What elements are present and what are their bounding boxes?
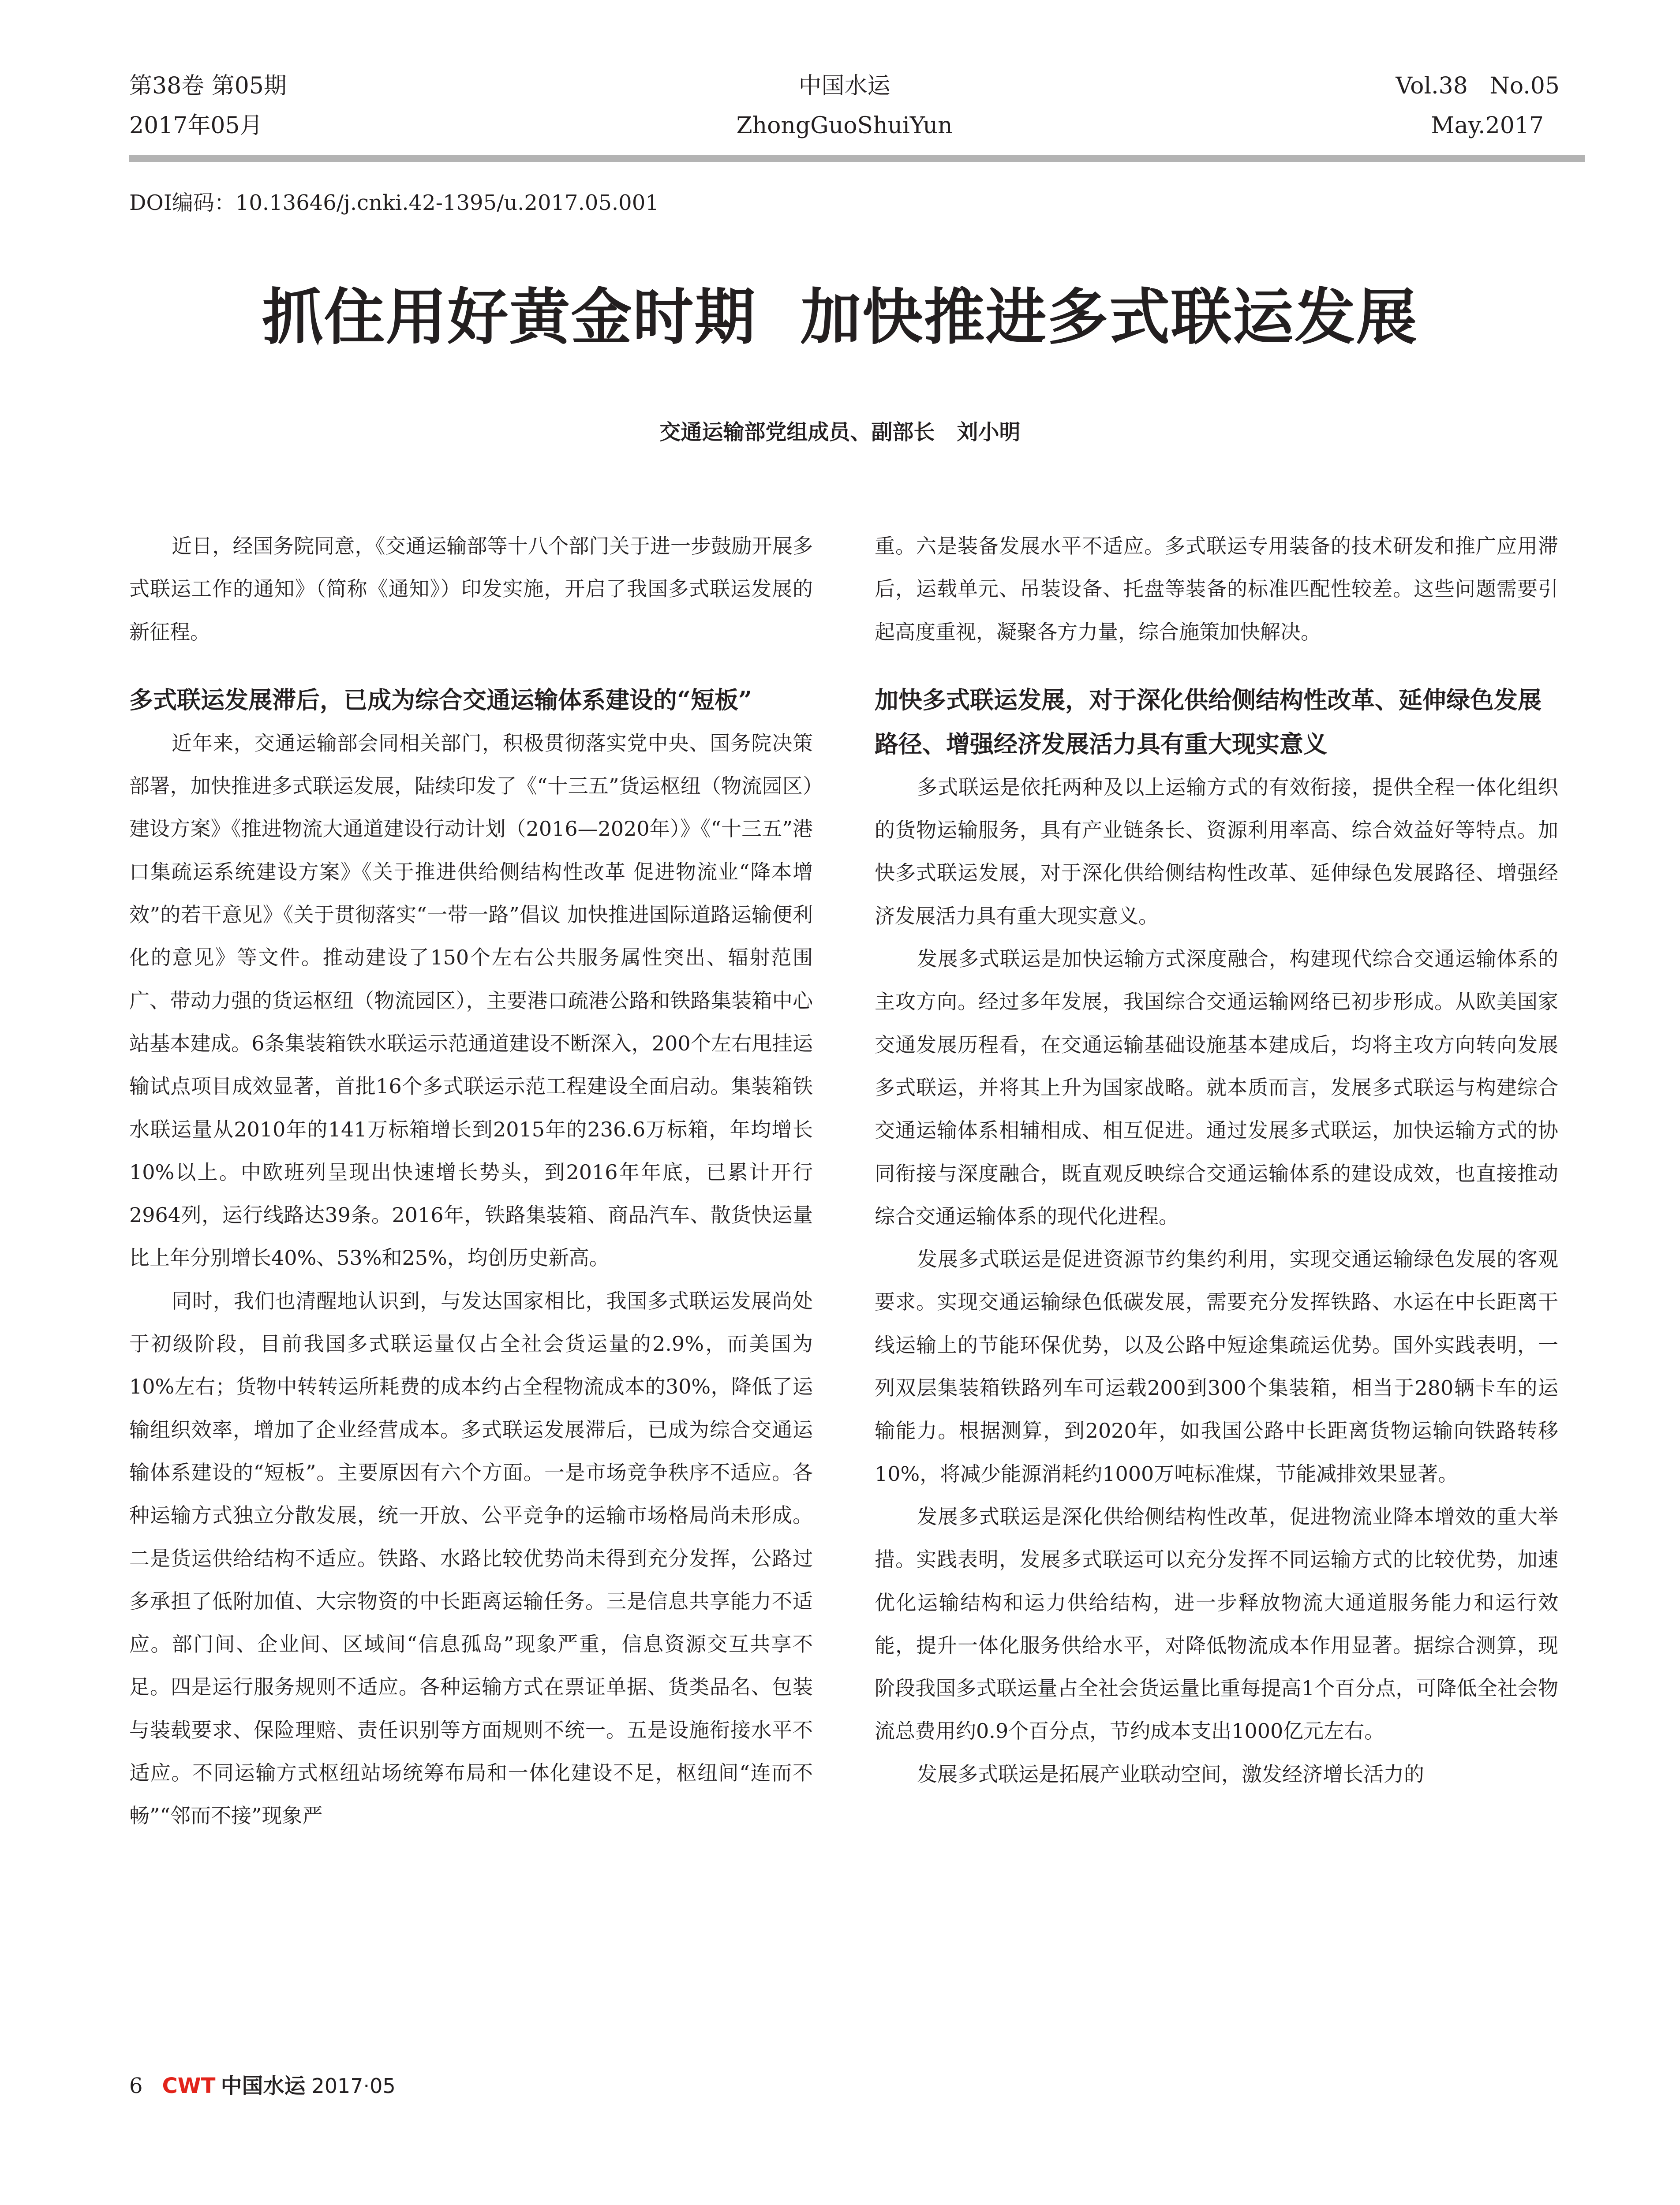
header-right	[1396, 66, 1560, 146]
header-journal-pinyin: ZhongGuoShuiYun	[736, 112, 953, 139]
running-header	[129, 66, 1560, 146]
page-number: 6	[129, 2074, 143, 2098]
section-heading: 多式联运发展滞后，已成为综合交通运输体系建设的“短板”	[129, 685, 752, 714]
header-center	[129, 66, 1560, 146]
body-paragraph: 发展多式联运是深化供给侧结构性改革，促进物流业降本增效的重大举措。实践表明，发展多式联运可以充分发挥不同运输方式的比较优势，加速优化运输结构和运力供给结构，进一步释放物流大通道服务能力和运行效能，提升一体化服务供给水平，对降低物流成本作用显著。据综合测算，现阶段我国多式联运量占全社会货运量比重每提高1个百分点，可降低全社会物流总费用约0.9个百分点，节约成本支出1000亿元左右。	[875, 1504, 1558, 1743]
article-title: 抓住用好黄金时期 加快推进多式联运发展	[262, 282, 1418, 353]
page-footer	[129, 2068, 396, 2104]
body-paragraph: 发展多式联运是拓展产业联动空间，激发经济增长活力的	[917, 1762, 1424, 1786]
body-paragraph: 多式联运是依托两种及以上运输方式的有效衔接，提供全程一体化组织的货物运输服务，具有产业链条长、资源利用率高、综合效益好等特点。加快多式联运发展，对于深化供给侧结构性改革、延伸绿色发展路径、增强经济发展活力具有重大现实意义。	[875, 775, 1558, 928]
left-column	[129, 525, 813, 1838]
section-gap	[875, 654, 1558, 678]
body-paragraph: 发展多式联运是促进资源节约集约利用，实现交通运输绿色发展的客观要求。实现交通运输绿色低碳发展，需要充分发挥铁路、水运在中长距离干线运输上的节能环保优势，以及公路中短途集疏运优势。国外实践表明，一列双层集装箱铁路列车可运载200到300个集装箱，相当于280辆卡车的运输能力。根据测算，到2020年，如我国公路中长距离货物运输向铁路转移10%，将减少能源消耗约1000万吨标准煤，节能减排效果显著。	[875, 1247, 1558, 1486]
right-column	[875, 525, 1558, 1796]
footer-issue: 2017·05	[311, 2074, 396, 2098]
section-gap	[129, 654, 813, 678]
journal-logo: CWT	[162, 2074, 216, 2098]
header-journal-name: 中国水运	[798, 73, 891, 99]
header-date: 2017年05月	[129, 112, 263, 139]
body-paragraph: 发展多式联运是加快运输方式深度融合，构建现代综合交通运输体系的主攻方向。经过多年发展，我国综合交通运输网络已初步形成。从欧美国家交通发展历程看，在交通运输基础设施基本建成后，均将主攻方向转向发展多式联运，并将其上升为国家战略。就本质而言，发展多式联运与构建综合交通运输体系相辅相成、相互促进。通过发展多式联运，加快运输方式的协同衔接与深度融合，既直观反映综合交通运输体系的建设成效，也直接推动综合交通运输体系的现代化进程。	[875, 947, 1558, 1228]
intro-paragraph: 近日，经国务院同意，《交通运输部等十八个部门关于进一步鼓励开展多式联运工作的通知》（简称《通知》）印发实施，开启了我国多式联运发展的新征程。	[129, 534, 813, 644]
header-date-en: May.2017	[1431, 112, 1544, 139]
footer-journal-name: 中国水运	[221, 2074, 306, 2098]
body-paragraph: 近年来，交通运输部会同相关部门，积极贯彻落实党中央、国务院决策部署，加快推进多式联运发展，陆续印发了《“十三五”货运枢纽（物流园区）建设方案》《推进物流大通道建设行动计划（2016—2020年）》《“十三五”港口集疏运系统建设方案》《关于推进供给侧结构性改革 促进物流业“降本增效”的若干意见》《关于贯彻落实“一带一路”倡议 加快推进国际道路运输便利化的意见》等文件。推动建设了150个左右公共服务属性突出、辐射范围广、带动力强的货运枢纽（物流园区），主要港口疏港公路和铁路集装箱中心站基本建成。6条集装箱铁水联运示范通道建设不断深入，200个左右甩挂运输试点项目成效显著，首批16个多式联运示范工程建设全面启动。集装箱铁水联运量从2010年的141万标箱增长到2015年的236.6万标箱，年均增长10%以上。中欧班列呈现出快速增长势头，到2016年年底，已累计开行2964列，运行线路达39条。2016年，铁路集装箱、商品汽车、散货快运量比上年分别增长40%、53%和25%，均创历史新高。	[129, 731, 813, 1270]
header-volume-issue-en: Vol.38 No.05	[1396, 73, 1560, 99]
body-paragraph: 同时，我们也清醒地认识到，与发达国家相比，我国多式联运发展尚处于初级阶段，目前我国多式联运量仅占全社会货运量的2.9%，而美国为10%左右；货物中转转运所耗费的成本约占全程物流成本的30%，降低了运输组织效率，增加了企业经营成本。多式联运发展滞后，已成为综合交通运输体系建设的“短板”。主要原因有六个方面。一是市场竞争秩序不适应。各种运输方式独立分散发展，统一开放、公平竞争的运输市场格局尚未形成。二是货运供给结构不适应。铁路、水路比较优势尚未得到充分发挥，公路过多承担了低附加值、大宗物资的中长距离运输任务。三是信息共享能力不适应。部门间、企业间、区域间“信息孤岛”现象严重，信息资源交互共享不足。四是运行服务规则不适应。各种运输方式在票证单据、货类品名、包装与装载要求、保险理赔、责任识别等方面规则不统一。五是设施衔接水平不适应。不同运输方式枢纽站场统筹布局和一体化建设不足，枢纽间“连而不畅”“邻而不接”现象严	[129, 1289, 813, 1828]
article-author: 交通运输部党组成员、副部长 刘小明	[659, 420, 1021, 445]
header-divider	[129, 155, 1585, 162]
header-volume-issue: 第38卷 第05期	[129, 73, 287, 99]
doi-line[interactable]: DOI编码：10.13646/j.cnki.42-1395/u.2017.05.001	[129, 191, 659, 215]
continued-paragraph: 重。六是装备发展水平不适应。多式联运专用装备的技术研发和推广应用滞后，运载单元、吊装设备、托盘等装备的标准匹配性较差。这些问题需要引起高度重视，凝聚各方力量，综合施策加快解决。	[875, 534, 1558, 644]
section-heading: 加快多式联运发展，对于深化供给侧结构性改革、延伸绿色发展路径、增强经济发展活力具有重大现实意义	[875, 685, 1542, 758]
